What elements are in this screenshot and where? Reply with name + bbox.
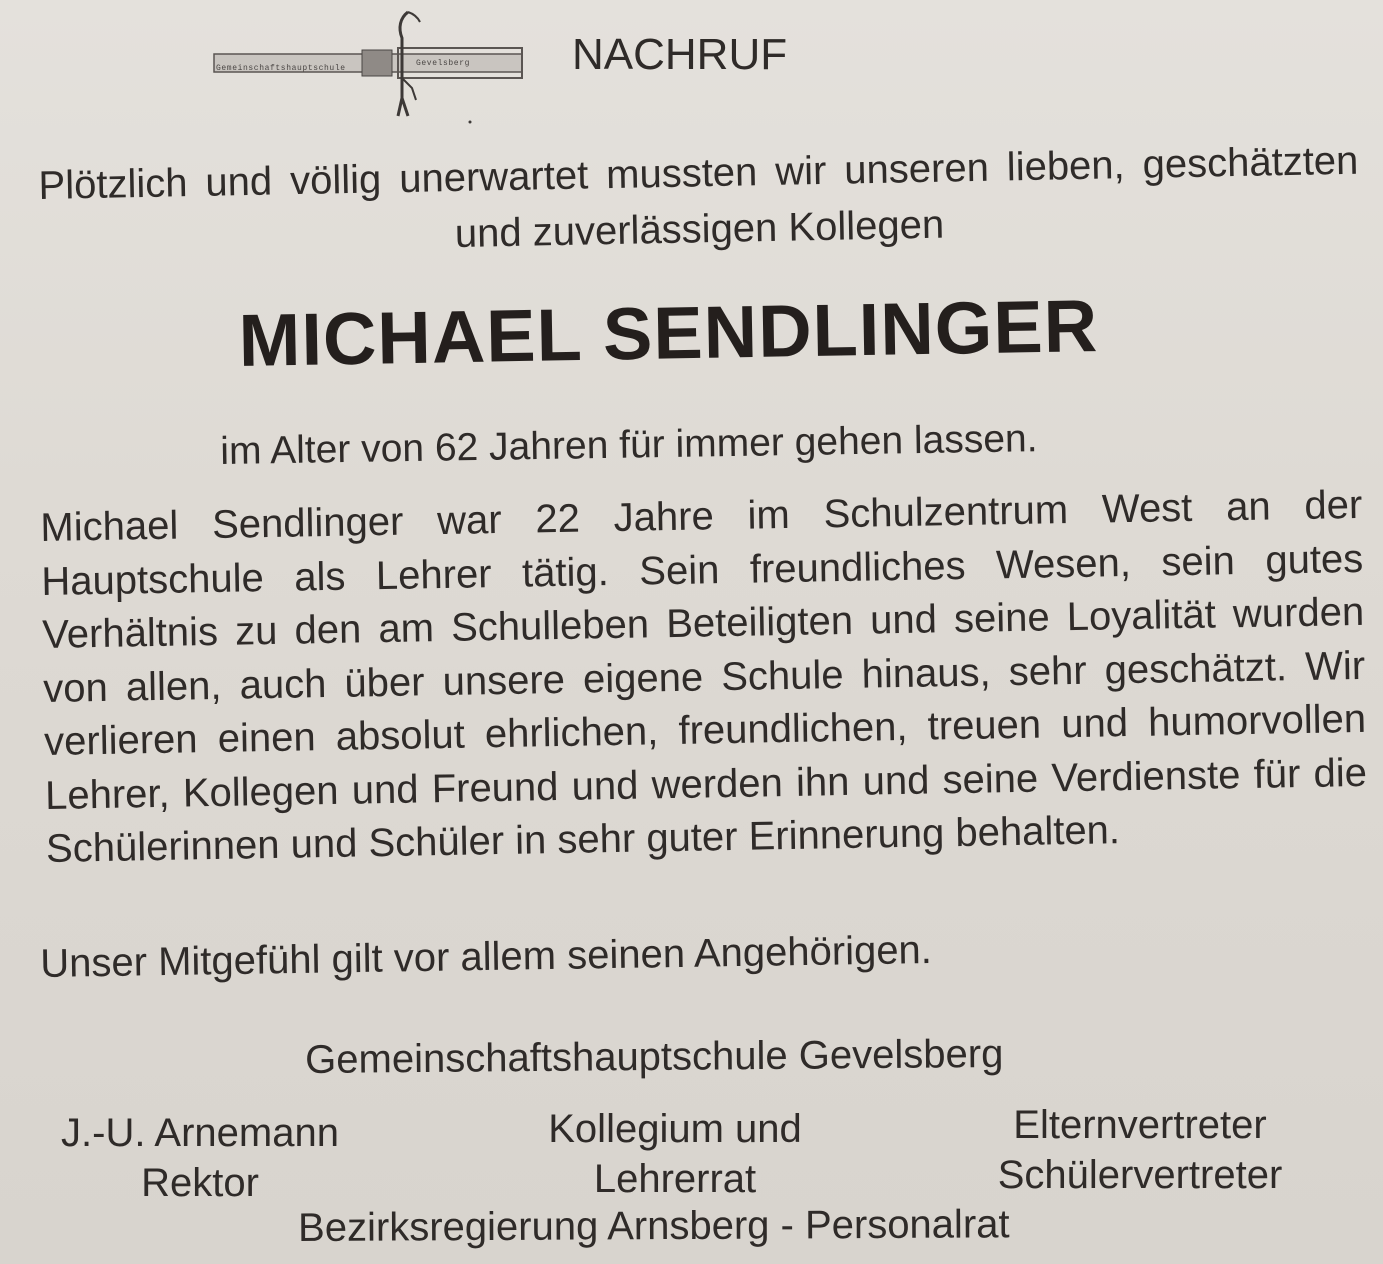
school-logo <box>212 8 532 126</box>
signatory-line: Elternvertreter <box>1013 1103 1267 1147</box>
logo-text-right: Gevelsberg <box>416 59 471 68</box>
signatory-line: Lehrerrat <box>593 1157 757 1201</box>
age-line: im Alter von 62 Jahren für immer gehen lassen. <box>220 417 1038 473</box>
signatory-staff <box>520 1104 830 1204</box>
school-signature: Gemeinschaftshauptschule Gevelsberg <box>305 1031 1004 1082</box>
signatory-representatives <box>940 1100 1340 1200</box>
intro-text: Plötzlich und völlig unerwartet mussten wir unseren lieben, geschätzten und zuverlässigen Kollegen <box>38 138 1359 257</box>
signatory-line: Rektor <box>141 1161 259 1205</box>
signatory-line: Schülervertreter <box>997 1153 1283 1197</box>
logo-text-left: Gemeinschaftshauptschule <box>216 64 346 73</box>
tribute-paragraph: Michael Sendlinger war 22 Jahre im Schulzentrum West an der Hauptschule als Lehrer tätig. Sein freundliches Wesen, sein gutes Verhältnis zu den am Schulleben Beteiligten und seine Loyalität wurden von allen, auch über unsere eigene Schule hinaus, sehr geschätzt. Wir verlieren einen absolut ehrlichen, freundlichen, treuen und humorvollen Lehrer, Kollegen und Freund und werden ihn und seine Verdienste für die Schülerinnen und Schüler in sehr guter Erinnerung behalten. <box>40 482 1368 871</box>
signatory-line: Kollegium und <box>548 1107 802 1151</box>
authority-signature: Bezirksregierung Arnsberg - Personalrat <box>298 1202 1010 1250</box>
deceased-name: MICHAEL SENDLINGER <box>238 284 1099 382</box>
condolence-line: Unser Mitgefühl gilt vor allem seinen Angehörigen. <box>40 927 933 986</box>
signatory-line: J.-U. Arnemann <box>61 1111 339 1155</box>
signatory-rector <box>40 1108 360 1208</box>
notice-heading: NACHRUF <box>572 30 788 79</box>
